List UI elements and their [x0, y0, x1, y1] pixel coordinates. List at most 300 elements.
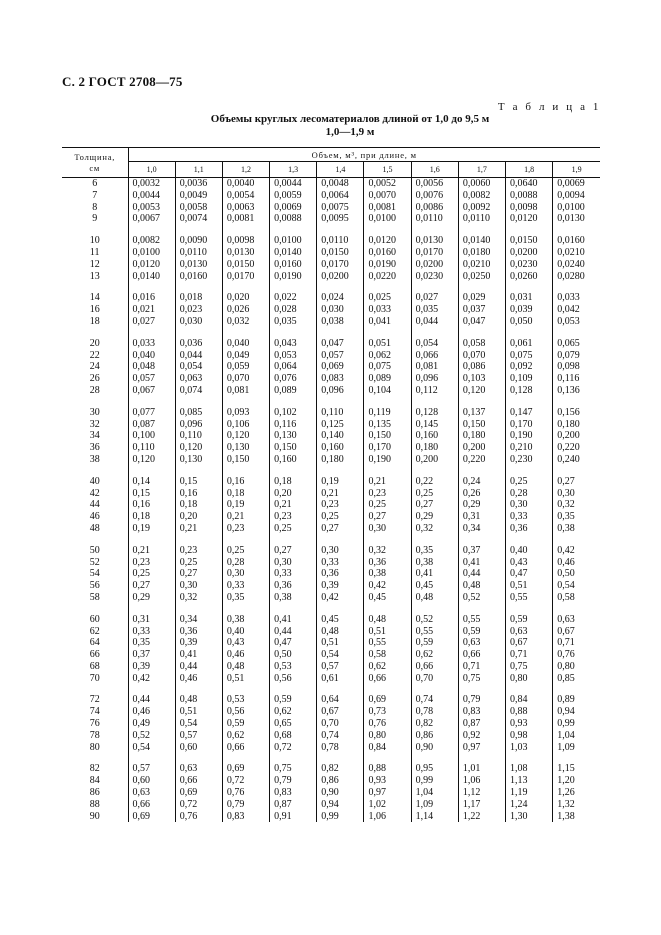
- thickness-cell: 14: [89, 292, 100, 304]
- table-row: [62, 430, 600, 442]
- table-row: [62, 718, 600, 730]
- table-row: [62, 190, 600, 202]
- volume-cell: 0,53: [270, 661, 317, 673]
- volume-cell: 1,19: [506, 787, 553, 799]
- thickness-header-line1: Толщина,: [74, 151, 116, 162]
- volume-cell: 0,76: [553, 649, 600, 661]
- volume-cell: 0,25: [175, 557, 222, 569]
- volume-cell: 0,190: [364, 454, 411, 466]
- volume-cell: 0,0200: [411, 259, 458, 271]
- volume-cell: 0,47: [506, 568, 553, 580]
- volume-cell: 0,78: [411, 706, 458, 718]
- volume-cell: 0,0044: [270, 178, 317, 190]
- volume-cell: 0,66: [364, 673, 411, 685]
- volume-cell: 0,48: [411, 592, 458, 604]
- volume-cell: 0,45: [411, 580, 458, 592]
- volume-cell: 0,61: [317, 673, 364, 685]
- thickness-cell: 10: [89, 235, 100, 247]
- table-row: [62, 649, 600, 661]
- volume-cell: 0,31: [458, 511, 505, 523]
- table-row: [62, 407, 600, 419]
- thickness-cell: 20: [89, 337, 100, 349]
- volume-cell: 0,160: [317, 442, 364, 454]
- volume-cell: 1,04: [553, 730, 600, 742]
- volume-cell: 0,130: [222, 442, 269, 454]
- volume-cell: 0,21: [128, 545, 175, 557]
- volume-cell: 0,84: [364, 742, 411, 754]
- volume-cell: 0,23: [364, 488, 411, 500]
- volume-cell: 0,0100: [553, 202, 600, 214]
- volume-cell: 0,71: [458, 661, 505, 673]
- volume-cell: 0,58: [364, 649, 411, 661]
- volume-cell: 0,36: [506, 523, 553, 535]
- volume-cell: 0,75: [458, 673, 505, 685]
- group-spacer: [62, 397, 600, 407]
- table-row: [62, 373, 600, 385]
- volume-cell: 0,180: [458, 430, 505, 442]
- volume-cell: 0,54: [317, 649, 364, 661]
- group-spacer: [62, 535, 600, 545]
- volume-cell: 0,110: [317, 407, 364, 419]
- volume-cell: 0,36: [270, 580, 317, 592]
- volume-cell: 0,077: [128, 407, 175, 419]
- volume-cell: 0,030: [317, 304, 364, 316]
- table-row: [62, 259, 600, 271]
- length-header: 1,7: [458, 162, 505, 178]
- volume-cell: 0,0200: [506, 247, 553, 259]
- volume-cell: 0,82: [411, 718, 458, 730]
- volume-cell: 0,63: [458, 637, 505, 649]
- volume-cell: 0,43: [222, 637, 269, 649]
- thickness-cell: 56: [89, 580, 100, 592]
- thickness-cell: 6: [92, 178, 98, 189]
- table-row: [62, 488, 600, 500]
- volume-cell: 0,0130: [411, 235, 458, 247]
- volume-cell: 0,48: [317, 626, 364, 638]
- volume-cell: 0,0094: [553, 190, 600, 202]
- volume-cell: 0,30: [364, 523, 411, 535]
- volume-cell: 0,0110: [317, 235, 364, 247]
- volume-cell: 0,28: [506, 488, 553, 500]
- volume-cell: 0,18: [222, 488, 269, 500]
- table-row: [62, 614, 600, 626]
- volume-cell: 0,59: [506, 614, 553, 626]
- volume-cell: 0,058: [458, 338, 505, 350]
- volume-cell: 0,48: [364, 614, 411, 626]
- volume-cell: 0,0180: [458, 247, 505, 259]
- volume-cell: 0,45: [317, 614, 364, 626]
- volume-cell: 0,62: [270, 706, 317, 718]
- table-row: [62, 338, 600, 350]
- volume-cell: 0,0200: [317, 271, 364, 283]
- volume-cell: 0,32: [364, 545, 411, 557]
- volume-cell: 0,16: [222, 476, 269, 488]
- volume-cell: 0,38: [553, 523, 600, 535]
- volume-cell: 0,36: [175, 626, 222, 638]
- volume-cell: 0,053: [270, 350, 317, 362]
- volume-cell: 0,0120: [364, 235, 411, 247]
- volume-cell: 0,41: [270, 614, 317, 626]
- volume-cell: 0,30: [317, 545, 364, 557]
- volume-cell: 0,15: [128, 488, 175, 500]
- volume-cell: 0,096: [411, 373, 458, 385]
- volume-cell: 0,053: [553, 316, 600, 328]
- table-row: [62, 304, 600, 316]
- volume-cell: 0,79: [458, 694, 505, 706]
- volume-cell: 0,45: [364, 592, 411, 604]
- volume-cell: 0,59: [270, 694, 317, 706]
- volume-cell: 0,160: [411, 430, 458, 442]
- volume-cell: 0,55: [411, 626, 458, 638]
- thickness-cell: 8: [92, 201, 98, 213]
- volume-cell: 0,136: [553, 385, 600, 397]
- volume-cell: 0,200: [553, 430, 600, 442]
- length-header: 1,5: [364, 162, 411, 178]
- volume-cell: 0,0092: [458, 202, 505, 214]
- volume-cell: 0,63: [553, 614, 600, 626]
- volume-cell: 0,27: [553, 476, 600, 488]
- volume-cell: 0,33: [222, 580, 269, 592]
- volume-cell: 0,30: [553, 488, 600, 500]
- volume-cell: 0,102: [270, 407, 317, 419]
- volume-cell: 0,19: [128, 523, 175, 535]
- volume-cell: 0,0076: [411, 190, 458, 202]
- volume-cell: 0,110: [175, 430, 222, 442]
- volume-cell: 0,074: [175, 385, 222, 397]
- thickness-cell: 82: [89, 763, 100, 775]
- volume-cell: 0,109: [506, 373, 553, 385]
- volume-cell: 0,38: [222, 614, 269, 626]
- volume-cell: 0,0130: [175, 259, 222, 271]
- volume-cell: 0,97: [458, 742, 505, 754]
- volume-cell: 0,60: [175, 742, 222, 754]
- volume-cell: 0,089: [270, 385, 317, 397]
- table-row: [62, 442, 600, 454]
- volume-cell: 0,35: [128, 637, 175, 649]
- table-row: [62, 799, 600, 811]
- volume-cell: 1,01: [458, 763, 505, 775]
- volume-cell: 0,27: [175, 568, 222, 580]
- volume-cell: 0,57: [317, 661, 364, 673]
- table-row: [62, 557, 600, 569]
- table-row: [62, 213, 600, 225]
- volume-cell: 0,40: [506, 545, 553, 557]
- volume-cell: 0,66: [128, 799, 175, 811]
- group-spacer: [62, 753, 600, 763]
- volume-cell: 0,95: [411, 763, 458, 775]
- volume-cell: 0,092: [506, 361, 553, 373]
- volume-cell: 0,051: [364, 338, 411, 350]
- volume-cell: 0,27: [411, 499, 458, 511]
- volume-cell: 0,44: [458, 568, 505, 580]
- volume-cell: 0,91: [270, 811, 317, 823]
- volume-cell: 0,46: [175, 673, 222, 685]
- volume-cell: 0,32: [553, 499, 600, 511]
- volume-cell: 0,0150: [317, 247, 364, 259]
- volume-cell: 0,34: [175, 614, 222, 626]
- volume-cell: 0,23: [175, 545, 222, 557]
- volume-cell: 0,150: [270, 442, 317, 454]
- group-spacer: [62, 282, 600, 292]
- group-spacer: [62, 328, 600, 338]
- volume-cell: 0,50: [270, 649, 317, 661]
- volume-cell: 0,023: [175, 304, 222, 316]
- volume-cell: 0,0210: [458, 259, 505, 271]
- thickness-cell: 60: [89, 613, 100, 625]
- volume-cell: 0,0100: [128, 247, 175, 259]
- volume-cell: 0,027: [411, 292, 458, 304]
- volume-cell: 0,040: [128, 350, 175, 362]
- volume-cell: 0,0052: [364, 178, 411, 190]
- volume-cell: 0,88: [506, 706, 553, 718]
- volume-cell: 0,54: [128, 742, 175, 754]
- volume-cell: 0,21: [175, 523, 222, 535]
- volume-cell: 0,29: [458, 499, 505, 511]
- volume-cell: 0,0070: [364, 190, 411, 202]
- volume-cell: 0,27: [128, 580, 175, 592]
- volume-cell: 0,58: [553, 592, 600, 604]
- volume-cell: 0,51: [175, 706, 222, 718]
- volume-cell: 0,0098: [506, 202, 553, 214]
- volume-cell: 0,30: [506, 499, 553, 511]
- volume-cell: 0,94: [317, 799, 364, 811]
- volume-cell: 0,0053: [128, 202, 175, 214]
- volume-cell: 1,17: [458, 799, 505, 811]
- volume-cell: 0,020: [222, 292, 269, 304]
- table-row: [62, 592, 600, 604]
- volume-cell: 0,036: [175, 338, 222, 350]
- volume-cell: 0,62: [411, 649, 458, 661]
- table-row: [62, 523, 600, 535]
- volume-cell: 0,59: [222, 718, 269, 730]
- volume-cell: 0,76: [364, 718, 411, 730]
- volume-cell: 0,42: [317, 592, 364, 604]
- thickness-cell: 46: [89, 511, 100, 523]
- volume-cell: 0,83: [222, 811, 269, 823]
- table-row: [62, 626, 600, 638]
- volume-cell: 0,057: [128, 373, 175, 385]
- volume-cell: 0,135: [364, 419, 411, 431]
- volume-cell: 0,137: [458, 407, 505, 419]
- volume-cell: 0,0140: [128, 271, 175, 283]
- volume-cell: 1,20: [553, 775, 600, 787]
- volume-cell: 0,51: [222, 673, 269, 685]
- thickness-cell: 12: [89, 258, 100, 270]
- volume-cell: 1,13: [506, 775, 553, 787]
- group-spacer: [62, 604, 600, 614]
- table-title: Объемы круглых лесоматериалов длиной от 1,0 до 9,5 м: [210, 113, 490, 125]
- volume-cell: 0,066: [411, 350, 458, 362]
- volume-cell: 0,230: [506, 454, 553, 466]
- table-row: [62, 271, 600, 283]
- table-row: [62, 361, 600, 373]
- table-row: [62, 316, 600, 328]
- volume-cell: 0,25: [411, 488, 458, 500]
- volume-cell: 0,44: [128, 694, 175, 706]
- volume-cell: 0,200: [411, 454, 458, 466]
- volume-cell: 0,119: [364, 407, 411, 419]
- volume-cell: 0,065: [553, 338, 600, 350]
- volume-cell: 0,054: [175, 361, 222, 373]
- length-header: 1,1: [175, 162, 222, 178]
- volume-cell: 0,054: [411, 338, 458, 350]
- volume-cell: 0,48: [175, 694, 222, 706]
- volume-cell: 0,106: [222, 419, 269, 431]
- thickness-cell: 84: [89, 775, 100, 787]
- volume-cell: 0,46: [222, 649, 269, 661]
- volume-cell: 0,65: [270, 718, 317, 730]
- volume-cell: 0,024: [317, 292, 364, 304]
- volume-cell: 0,55: [458, 614, 505, 626]
- volume-cell: 0,27: [364, 511, 411, 523]
- thickness-cell: 78: [89, 729, 100, 741]
- volume-cell: 0,84: [506, 694, 553, 706]
- volume-cell: 0,56: [270, 673, 317, 685]
- volume-cell: 0,0088: [506, 190, 553, 202]
- volume-cell: 0,081: [222, 385, 269, 397]
- volume-cell: 0,23: [222, 523, 269, 535]
- volume-cell: 0,57: [128, 763, 175, 775]
- volume-cell: 0,99: [553, 718, 600, 730]
- volume-cell: 0,0120: [128, 259, 175, 271]
- volume-cell: 1,14: [411, 811, 458, 823]
- volume-cell: 0,30: [222, 568, 269, 580]
- volume-cell: 0,21: [364, 476, 411, 488]
- table-row: [62, 419, 600, 431]
- volume-cell: 0,0110: [458, 213, 505, 225]
- volume-cell: 0,130: [175, 454, 222, 466]
- table-row: [62, 811, 600, 823]
- volume-cell: 0,0120: [506, 213, 553, 225]
- volume-cell: 1,03: [506, 742, 553, 754]
- table-subtitle: 1,0—1,9 м: [325, 126, 375, 138]
- volume-cell: 0,56: [222, 706, 269, 718]
- volume-cell: 0,0220: [364, 271, 411, 283]
- volume-cell: 0,067: [128, 385, 175, 397]
- volume-cell: 0,80: [553, 661, 600, 673]
- volume-cell: 0,31: [128, 614, 175, 626]
- volume-cell: 0,047: [458, 316, 505, 328]
- volume-cell: 0,21: [317, 488, 364, 500]
- thickness-cell: 40: [89, 475, 100, 487]
- volume-cell: 1,26: [553, 787, 600, 799]
- volume-cell: 0,075: [506, 350, 553, 362]
- volume-cell: 0,35: [222, 592, 269, 604]
- volume-cell: 0,18: [128, 511, 175, 523]
- volume-cell: 0,0150: [506, 235, 553, 247]
- volume-cell: 0,88: [364, 763, 411, 775]
- volume-cell: 0,0063: [222, 202, 269, 214]
- volume-cell: 0,0069: [553, 178, 600, 190]
- volume-cell: 0,68: [270, 730, 317, 742]
- thickness-cell: 48: [89, 522, 100, 534]
- volume-cell: 0,51: [506, 580, 553, 592]
- volume-cell: 1,15: [553, 763, 600, 775]
- volume-cell: 0,63: [128, 787, 175, 799]
- volume-cell: 0,19: [317, 476, 364, 488]
- thickness-cell: 80: [89, 741, 100, 753]
- length-header: 1,2: [222, 162, 269, 178]
- volume-cell: 0,220: [458, 454, 505, 466]
- volume-cell: 0,0190: [364, 259, 411, 271]
- volume-cell: 0,71: [553, 637, 600, 649]
- volume-cell: 0,047: [317, 338, 364, 350]
- volume-cell: 0,147: [506, 407, 553, 419]
- volume-cell: 0,110: [128, 442, 175, 454]
- volume-cell: 0,104: [364, 385, 411, 397]
- volume-cell: 0,69: [175, 787, 222, 799]
- volume-cell: 0,79: [270, 775, 317, 787]
- volume-cell: 0,064: [270, 361, 317, 373]
- volume-cell: 0,54: [175, 718, 222, 730]
- volume-cell: 1,08: [506, 763, 553, 775]
- volume-cell: 0,94: [553, 706, 600, 718]
- volume-cell: 0,0210: [553, 247, 600, 259]
- volume-cell: 0,99: [317, 811, 364, 823]
- volume-cell: 0,23: [270, 511, 317, 523]
- volume-cell: 0,28: [222, 557, 269, 569]
- volume-cell: 0,63: [506, 626, 553, 638]
- volume-cell: 0,89: [553, 694, 600, 706]
- table-row: [62, 202, 600, 214]
- volume-cell: 0,029: [458, 292, 505, 304]
- volume-cell: 0,130: [270, 430, 317, 442]
- volume-cell: 0,48: [222, 661, 269, 673]
- volume-cell: 0,039: [506, 304, 553, 316]
- volume-cell: 0,049: [222, 350, 269, 362]
- volume-cell: 0,0058: [175, 202, 222, 214]
- volume-cell: 0,0230: [506, 259, 553, 271]
- volume-cell: 0,031: [506, 292, 553, 304]
- volume-cell: 0,0049: [175, 190, 222, 202]
- volume-cell: 0,38: [411, 557, 458, 569]
- length-header: 1,8: [506, 162, 553, 178]
- volume-cell: 0,34: [458, 523, 505, 535]
- table-row: [62, 247, 600, 259]
- volume-cell: 0,23: [317, 499, 364, 511]
- thickness-cell: 86: [89, 787, 100, 799]
- volume-cell: 0,070: [222, 373, 269, 385]
- volume-cell: 0,0250: [458, 271, 505, 283]
- volume-cell: 0,061: [506, 338, 553, 350]
- volume-cell: 0,29: [411, 511, 458, 523]
- volume-cell: 0,50: [553, 568, 600, 580]
- volume-cell: 1,30: [506, 811, 553, 823]
- thickness-cell: 50: [89, 544, 100, 556]
- volume-cell: 0,39: [317, 580, 364, 592]
- volume-cell: 0,37: [128, 649, 175, 661]
- volume-cell: 0,93: [506, 718, 553, 730]
- volume-cell: 0,0150: [222, 259, 269, 271]
- volume-cell: 0,24: [458, 476, 505, 488]
- volume-cell: 0,32: [175, 592, 222, 604]
- volume-cell: 0,71: [506, 649, 553, 661]
- thickness-cell: 9: [92, 213, 98, 225]
- volume-cell: 0,49: [128, 718, 175, 730]
- volume-cell: 0,150: [364, 430, 411, 442]
- volume-cell: 1,06: [458, 775, 505, 787]
- volume-cell: 0,42: [128, 673, 175, 685]
- volume-cell: 0,0170: [222, 271, 269, 283]
- volume-cell: 0,043: [270, 338, 317, 350]
- volume-cell: 0,20: [175, 511, 222, 523]
- volume-cell: 0,0054: [222, 190, 269, 202]
- volume-cell: 0,90: [317, 787, 364, 799]
- thickness-column-header: [62, 148, 128, 178]
- volume-cell: 0,0140: [458, 235, 505, 247]
- volume-cell: 0,25: [128, 568, 175, 580]
- volume-cell: 0,54: [553, 580, 600, 592]
